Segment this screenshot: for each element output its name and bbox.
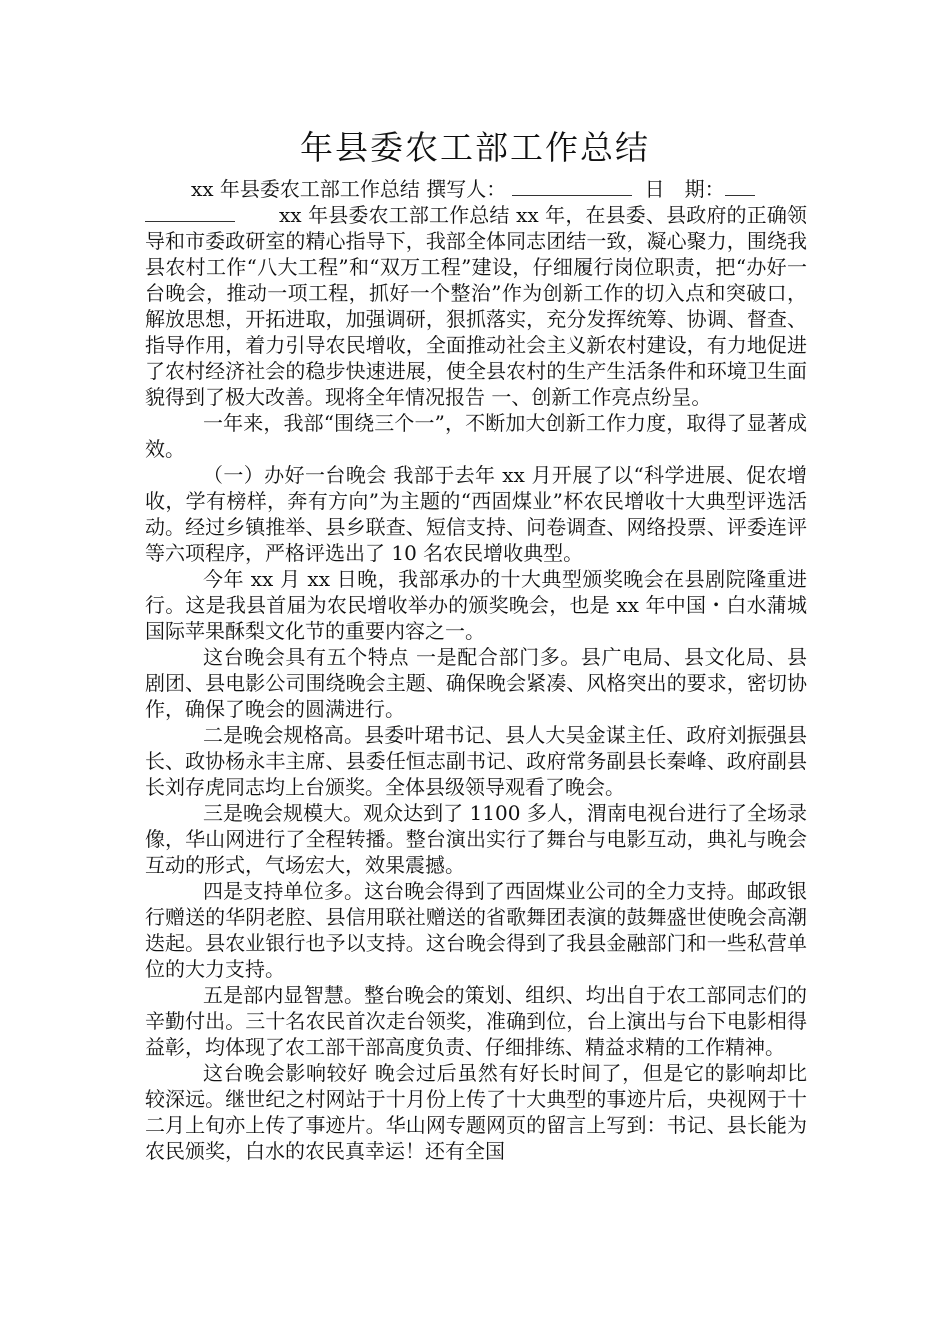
paragraph: 二是晚会规格高。县委叶珺书记、县人大吴金谋主任、政府刘振强县长、政协杨永丰主席、县委任恒志副书记、政府常务副县长秦峰、政府副县长刘存虎同志均上台颁奖。全体县级领导观看了晚会。 <box>145 723 807 799</box>
intro-text: xx 年县委农工部工作总结 xx 年，在县委、县政府的正确领导和市委政研室的精心指导下，我部全体同志团结一致，凝心聚力，围绕我县农村工作“八大工程”和“双万工程”建设，仔细履行岗位职责，把“办好一台晚会，推动一项工程，抓好一个整治”作为创新工作的切入点和突破口，解放思想，开拓进取，加强调研，狠抓落实，充分发挥统筹、协调、督查、指导作用，着力引导农民增收，全面推动社会主义新农村建设，有力地促进了农村经济社会的稳步快速进展，使全县农村的生产生活条件和环境卫生面貌得到了极大改善。现将全年情况报告 一、创新工作亮点纷呈。 <box>145 203 807 409</box>
paragraph: 一年来，我部“围绕三个一”，不断加大创新工作力度，取得了显著成效。 <box>145 411 807 461</box>
paragraph: 这台晚会具有五个特点 一是配合部门多。县广电局、县文化局、县剧团、县电影公司围绕晚会主题、确保晚会紧凑、风格突出的要求，密切协作，确保了晚会的圆满进行。 <box>145 645 807 721</box>
author-label: 撰写人： <box>426 177 507 201</box>
date-blank-continued <box>145 203 235 222</box>
paragraph: 这台晚会影响较好 晚会过后虽然有好长时间了，但是它的影响却比较深远。继世纪之村网站于十月份上传了十大典型的事迹片后，央视网于十二月上旬亦上传了事迹片。华山网专题网页的留言上写到：书记、县长能为农民颁奖，白水的农民真幸运！还有全国 <box>145 1061 807 1163</box>
paragraph: 今年 xx 月 xx 日晚，我部承办的十大典型颁奖晚会在县剧院隆重进行。这是我县首届为农民增收举办的颁奖晚会，也是 xx 年中国・白水蒲城国际苹果酥梨文化节的重要内容之一。 <box>145 567 807 643</box>
document-title: 年县委农工部工作总结 <box>300 128 650 167</box>
meta-line <box>145 176 807 202</box>
author-blank <box>512 177 632 196</box>
paragraph: 五是部内显智慧。整台晚会的策划、组织、均出自于农工部同志们的辛勤付出。三十名农民首次走台领奖，准确到位，台上演出与台下电影相得益彰，均体现了农工部干部高度负责、仔细排练、精益求精的工作精神。 <box>145 983 807 1059</box>
document-body <box>145 176 807 1164</box>
date-label: 日 期： <box>644 177 725 201</box>
paragraph: 四是支持单位多。这台晚会得到了西固煤业公司的全力支持。邮政银行赠送的华阴老腔、县信用联社赠送的省歌舞团表演的鼓舞盛世使晚会高潮迭起。县农业银行也予以支持。这台晚会得到了我县金融部门和一些私营单位的大力支持。 <box>145 879 807 981</box>
paragraph: 三是晚会规模大。观众达到了 1100 多人，渭南电视台进行了全场录像，华山网进行了全程转播。整台演出实行了舞台与电影互动，典礼与晚会互动的形式，气场宏大，效果震撼。 <box>145 801 807 877</box>
paragraph: （一）办好一台晚会 我部于去年 xx 月开展了以“科学进展、促农增收，学有榜样，奔有方向”为主题的“西固煤业”杯农民增收十大典型评选活动。经过乡镇推举、县乡联查、短信支持、问卷调查、网络投票、评委连评等六项程序，严格评选出了 10 名农民增收典型。 <box>145 463 807 565</box>
meta-doc-name: xx 年县委农工部工作总结 <box>191 177 420 201</box>
intro-paragraph <box>145 202 807 410</box>
date-blank <box>725 177 755 196</box>
